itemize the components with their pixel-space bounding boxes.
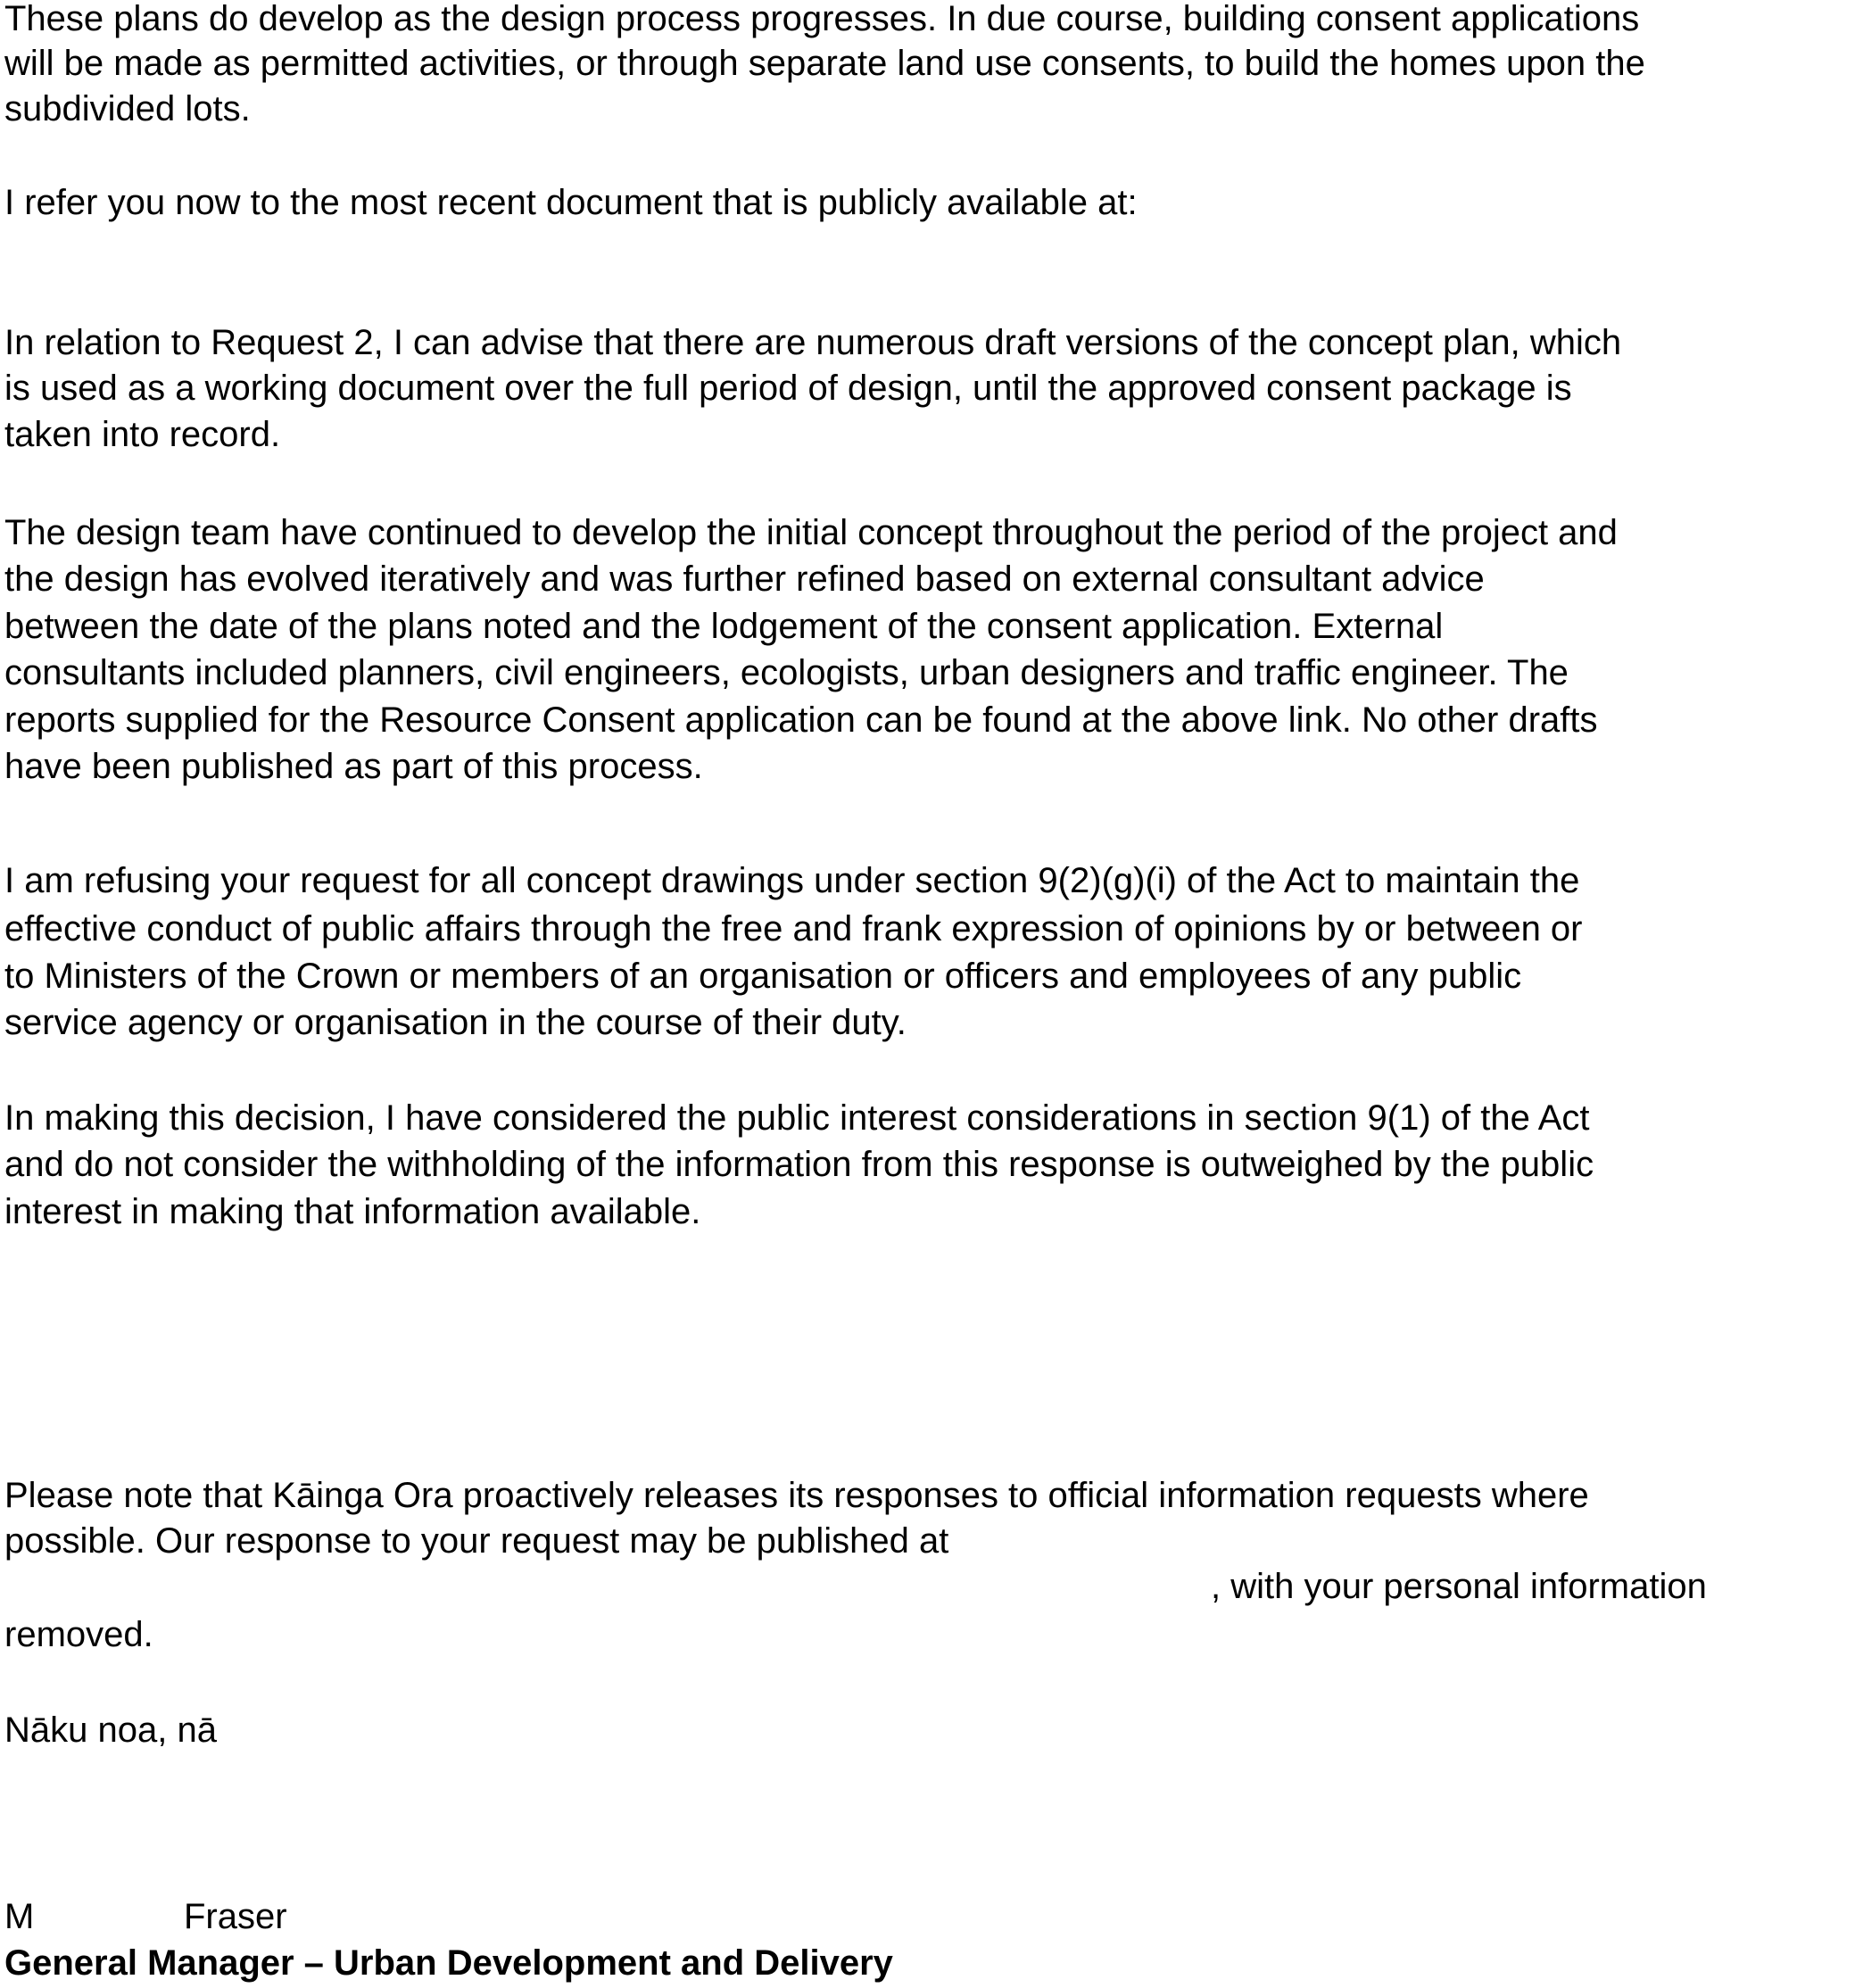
text-line: The design team have continued to develop the initial concept throughout the period of the project and — [4, 513, 1618, 552]
text-line: These plans do develop as the design process progresses. In due course, building consent applications — [4, 0, 1640, 38]
text-line: taken into record. — [4, 415, 281, 454]
text-line: Please note that Kāinga Ora proactively releases its responses to official information requests where — [4, 1476, 1589, 1515]
text-line: reports supplied for the Resource Consent application can be found at the above link. No other drafts — [4, 700, 1598, 740]
signatory-initial: M — [4, 1897, 35, 1936]
text-line: effective conduct of public affairs through the free and frank expression of opinions by or between or — [4, 909, 1583, 948]
text-line: the design has evolved iteratively and was further refined based on external consultant advice — [4, 559, 1485, 599]
text-line: consultants included planners, civil engineers, ecologists, urban designers and traffic engineer. The — [4, 653, 1569, 692]
text-line: removed. — [4, 1615, 153, 1654]
text-line: I refer you now to the most recent document that is publicly available at: — [4, 183, 1138, 222]
text-line: service agency or organisation in the course of their duty. — [4, 1003, 907, 1042]
text-line: and do not consider the withholding of the information from this response is outweighed by the public — [4, 1145, 1594, 1184]
text-line: have been published as part of this process. — [4, 747, 703, 786]
signatory-surname: Fraser — [184, 1897, 287, 1936]
text-line: subdivided lots. — [4, 89, 251, 128]
text-line: I am refusing your request for all concept drawings under section 9(2)(g)(i) of the Act to maintain the — [4, 861, 1580, 900]
text-line: , with your personal information — [1211, 1567, 1707, 1606]
text-line: In relation to Request 2, I can advise that there are numerous draft versions of the concept plan, which — [4, 323, 1622, 362]
text-line: will be made as permitted activities, or through separate land use consents, to build the homes upon the — [4, 44, 1645, 83]
text-line: Nāku noa, nā — [4, 1711, 217, 1750]
text-line: In making this decision, I have considered the public interest considerations in section 9(1) of the Act — [4, 1098, 1590, 1138]
signatory-title: General Manager – Urban Development and Delivery — [4, 1943, 893, 1983]
text-line: is used as a working document over the full period of design, until the approved consent package is — [4, 369, 1572, 408]
text-line: between the date of the plans noted and the lodgement of the consent application. External — [4, 607, 1444, 646]
text-line: possible. Our response to your request may be published at — [4, 1521, 949, 1561]
text-line: to Ministers of the Crown or members of an organisation or officers and employees of any public — [4, 957, 1522, 996]
text-line: interest in making that information available. — [4, 1192, 701, 1231]
